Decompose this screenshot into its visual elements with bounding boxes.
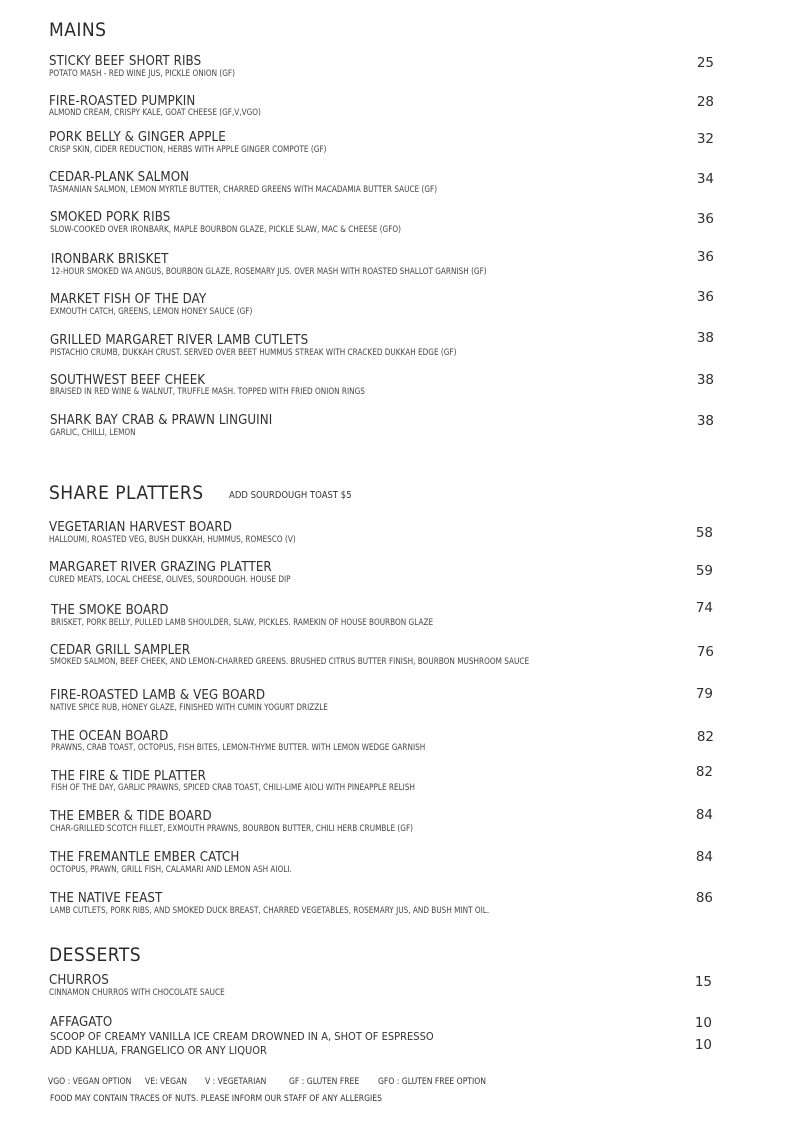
menu-item-price: 76 [696,644,714,660]
allergy-notice: FOOD MAY CONTAIN TRACES OF NUTS. PLEASE INFORM OUR STAFF OF ANY ALLERGIES [50,1094,383,1104]
menu-item-description: CHAR-GRILLED SCOTCH FILLET, EXMOUTH PRAWNS, BOURBON BUTTER, CHILI HERB CRUMBLE (GF) [50,824,414,834]
menu-item-price: 84 [695,807,713,823]
menu-item-name: THE NATIVE FEAST [50,890,163,906]
menu-item-description: POTATO MASH - RED WINE JUS, PICKLE ONION (GF) [49,69,235,79]
menu-item-description: CRISP SKIN, CIDER REDUCTION, HERBS WITH APPLE GINGER COMPOTE (GF) [49,145,327,155]
menu-item-description: TASMANIAN SALMON, LEMON MYRTLE BUTTER, CHARRED GREENS WITH MACADAMIA BUTTER SAUCE (GF) [49,185,438,195]
desserts-heading: DESSERTS [49,944,142,966]
share-platters-heading: SHARE PLATTERS [49,482,204,504]
menu-item-description: ALMOND CREAM, CRISPY KALE, GOAT CHEESE (GF,V,VGO) [49,108,261,118]
legend-gf: GF : GLUTEN FREE [289,1077,360,1087]
menu-item-price: 82 [695,764,713,780]
menu-item-price: 82 [696,729,714,745]
menu-item-description: FISH OF THE DAY, GARLIC PRAWNS, SPICED CRAB TOAST, CHILI-LIME AIOLI WITH PINEAPPLE RELISH [51,783,415,793]
menu-item-name: SOUTHWEST BEEF CHEEK [50,372,206,388]
menu-item-name: AFFAGATO [50,1014,113,1030]
menu-item-description: EXMOUTH CATCH, GREENS, LEMON HONEY SAUCE (GF) [50,307,253,317]
menu-item-price: 86 [695,890,713,906]
menu-item-price: 79 [695,686,713,702]
menu-item-price: 36 [696,289,714,305]
menu-item-name: THE OCEAN BOARD [51,728,169,744]
menu-item-name: CEDAR-PLANK SALMON [49,169,190,185]
menu-item-price: 36 [696,249,714,265]
menu-item-description: LAMB CUTLETS, PORK RIBS, AND SMOKED DUCK BREAST, CHARRED VEGETABLES, ROSEMARY JUS, AND BUSH MINT OIL. [50,906,490,916]
menu-item-name: PORK BELLY & GINGER APPLE [49,129,226,145]
menu-item-name: THE EMBER & TIDE BOARD [50,808,212,824]
menu-item-price: 36 [696,211,714,227]
menu-item-price: 38 [696,330,714,346]
menu-item-description: BRAISED IN RED WINE & WALNUT, TRUFFLE MASH. TOPPED WITH FRIED ONION RINGS [50,387,365,397]
menu-item-price: 28 [696,94,714,110]
menu-item-description: 12-HOUR SMOKED WA ANGUS, BOURBON GLAZE, ROSEMARY JUS. OVER MASH WITH ROASTED SHALLOT GARNISH (GF) [51,267,487,277]
menu-item-name: STICKY BEEF SHORT RIBS [49,53,202,69]
menu-item-name: CEDAR GRILL SAMPLER [50,642,191,658]
menu-item-description: SCOOP OF CREAMY VANILLA ICE CREAM DROWNED IN A, SHOT OF ESPRESSO [50,1030,434,1043]
legend-gfo: GFO : GLUTEN FREE OPTION [378,1077,486,1087]
menu-item-price: 59 [695,563,713,579]
menu-item-description: CINNAMON CHURROS WITH CHOCOLATE SAUCE [49,988,225,998]
menu-item-description: PRAWNS, CRAB TOAST, OCTOPUS, FISH BITES, LEMON-THYME BUTTER. WITH LEMON WEDGE GARNISH [51,743,426,753]
menu-item-price: 38 [696,413,714,429]
menu-item-description: SMOKED SALMON, BEEF CHEEK, AND LEMON-CHARRED GREENS. BRUSHED CITRUS BUTTER FINISH, BOURBON MUSHROOM SAUCE [50,657,530,667]
menu-item-name: SHARK BAY CRAB & PRAWN LINGUINI [50,412,273,428]
menu-item-description: OCTOPUS, PRAWN, GRILL FISH, CALAMARI AND LEMON ASH AIOLI. [50,865,292,875]
menu-item-description: PISTACHIO CRUMB, DUKKAH CRUST. SERVED OVER BEET HUMMUS STREAK WITH CRACKED DUKKAH EDGE (GF) [50,348,457,358]
legend-ve: VE: VEGAN [145,1077,188,1087]
menu-item-price: 38 [696,372,714,388]
menu-item-name: MARKET FISH OF THE DAY [50,291,207,307]
legend-vgo: VGO : VEGAN OPTION [48,1077,132,1087]
addon-price: 10 [694,1037,712,1053]
menu-item-price: 32 [696,131,714,147]
menu-item-price: 74 [695,600,713,616]
menu-item-price: 10 [694,1015,712,1031]
menu-item-name: CHURROS [49,972,109,988]
menu-item-name: FIRE-ROASTED PUMPKIN [49,93,196,109]
menu-item-name: SMOKED PORK RIBS [50,209,171,225]
menu-item-name: GRILLED MARGARET RIVER LAMB CUTLETS [50,332,309,348]
menu-item-price: 58 [695,525,713,541]
menu-item-name: THE FREMANTLE EMBER CATCH [50,849,240,865]
menu-item-description: CURED MEATS, LOCAL CHEESE, OLIVES, SOURDOUGH. HOUSE DIP [49,575,291,585]
menu-item-name: THE SMOKE BOARD [51,602,169,618]
menu-item-price: 34 [696,171,714,187]
menu-item-description: NATIVE SPICE RUB, HONEY GLAZE, FINISHED WITH CUMIN YOGURT DRIZZLE [50,703,328,713]
menu-item-price: 84 [695,849,713,865]
menu-item-name: MARGARET RIVER GRAZING PLATTER [49,559,272,575]
menu-item-name: THE FIRE & TIDE PLATTER [51,768,206,784]
menu-item-price: 25 [696,55,714,71]
menu-item-name: FIRE-ROASTED LAMB & VEG BOARD [50,687,266,703]
mains-heading: MAINS [49,19,107,41]
legend-v: V : VEGETARIAN [205,1077,267,1087]
menu-item-price: 15 [694,974,712,990]
menu-item-description: SLOW-COOKED OVER IRONBARK, MAPLE BOURBON GLAZE, PICKLE SLAW, MAC & CHEESE (GFO) [50,225,402,235]
menu-item-name: IRONBARK BRISKET [51,251,169,267]
platters-note: ADD SOURDOUGH TOAST $5 [229,490,352,501]
menu-item-addon: ADD KAHLUA, FRANGELICO OR ANY LIQUOR [50,1044,267,1057]
menu-item-name: VEGETARIAN HARVEST BOARD [49,519,232,535]
menu-item-description: GARLIC, CHILLI, LEMON [50,428,136,438]
menu-item-description: HALLOUMI, ROASTED VEG, BUSH DUKKAH, HUMMUS, ROMESCO (V) [49,535,296,545]
menu-item-description: BRISKET, PORK BELLY, PULLED LAMB SHOULDER, SLAW, PICKLES. RAMEKIN OF HOUSE BOURBON GLAZE [51,618,434,628]
